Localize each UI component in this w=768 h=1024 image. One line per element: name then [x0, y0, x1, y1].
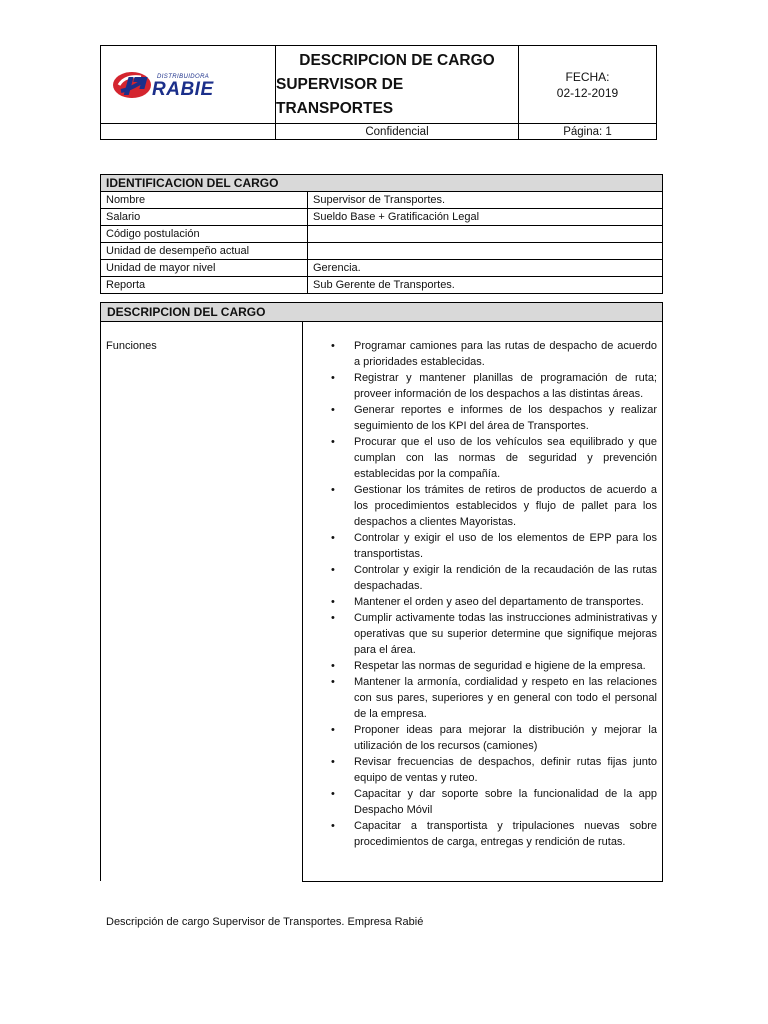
- date-label: FECHA:: [565, 69, 610, 84]
- function-text: Respetar las normas de seguridad e higiene de la empresa.: [354, 660, 646, 672]
- field-value: Sueldo Base + Gratificación Legal: [308, 209, 663, 226]
- function-text: Registrar y mantener planillas de programación de ruta; proveer información de los despachos a las distintas áreas.: [354, 372, 657, 400]
- list-item: [327, 594, 657, 610]
- list-item: [327, 722, 657, 754]
- header-table: [100, 45, 657, 140]
- bullet-icon: •: [331, 436, 335, 448]
- identification-heading: IDENTIFICACION DEL CARGO: [101, 175, 663, 192]
- list-item: [327, 530, 657, 562]
- description-section: [100, 302, 663, 882]
- list-item: [327, 818, 657, 850]
- page-footer: Descripción de cargo Supervisor de Transportes. Empresa Rabié: [106, 916, 424, 928]
- bullet-icon: •: [331, 756, 335, 768]
- field-value: Sub Gerente de Transportes.: [308, 277, 663, 294]
- field-key: Nombre: [101, 192, 308, 209]
- field-value: [308, 243, 663, 260]
- bullet-icon: •: [331, 532, 335, 544]
- bullet-icon: •: [331, 820, 335, 832]
- page-number: Página: 1: [563, 125, 612, 138]
- logo-subtitle: DISTRIBUIDORA: [157, 74, 210, 80]
- list-item: [327, 674, 657, 722]
- function-text: Proponer ideas para mejorar la distribución y mejorar la utilización de los recursos (camiones): [354, 724, 657, 752]
- bullet-icon: •: [331, 484, 335, 496]
- bullet-icon: •: [331, 612, 335, 624]
- title-line-1: DESCRIPCION DE CARGO: [299, 51, 495, 69]
- table-row: [101, 277, 663, 294]
- table-row: [101, 192, 663, 209]
- list-item: [327, 370, 657, 402]
- document-title: [276, 46, 519, 124]
- date-cell: [519, 46, 656, 124]
- list-item: [327, 610, 657, 658]
- field-key: Código postulación: [101, 226, 308, 243]
- table-row: [101, 260, 663, 277]
- function-text: Mantener el orden y aseo del departamento de transportes.: [354, 596, 644, 608]
- function-text: Controlar y exigir el uso de los elementos de EPP para los transportistas.: [354, 532, 657, 560]
- function-text: Capacitar y dar soporte sobre la funcionalidad de la app Despacho Móvil: [354, 788, 657, 816]
- date-value: 02-12-2019: [556, 85, 619, 100]
- function-text: Revisar frecuencias de despachos, definir rutas fijas junto equipo de ventas y ruteo.: [354, 756, 657, 784]
- list-item: [327, 562, 657, 594]
- bullet-icon: •: [331, 372, 335, 384]
- table-row: [101, 209, 663, 226]
- list-item: [327, 482, 657, 530]
- function-text: Capacitar a transportista y tripulaciones nuevas sobre procedimientos de carga, entregas y rendición de rutas.: [354, 820, 657, 848]
- function-text: Gestionar los trámites de retiros de productos de acuerdo a los procedimientos establecidos y flujo de pallet para los despachos a clientes Mayoristas.: [354, 484, 657, 528]
- field-key: Reporta: [101, 277, 308, 294]
- divider: [100, 322, 101, 881]
- logo-name: RABIE: [152, 79, 214, 100]
- function-text: Cumplir activamente todas las instrucciones administrativas y operativas que su superior determine que signifique mejoras para el área.: [354, 612, 657, 656]
- field-value: [308, 226, 663, 243]
- function-text: Procurar que el uso de los vehículos sea equilibrado y que cumplan con las normas de seguridad y prevención establecidas por la compañía.: [354, 436, 657, 480]
- list-item: [327, 786, 657, 818]
- bullet-icon: •: [331, 724, 335, 736]
- title-line-2: SUPERVISOR DE TRANSPORTES: [276, 75, 404, 117]
- function-text: Programar camiones para las rutas de despacho de acuerdo a prioridades establecidas.: [354, 340, 657, 368]
- table-row: [101, 243, 663, 260]
- list-item: [327, 402, 657, 434]
- list-item: [327, 338, 657, 370]
- list-item: [327, 754, 657, 786]
- bullet-icon: •: [331, 676, 335, 688]
- function-text: Mantener la armonía, cordialidad y respeto en las relaciones con sus pares, superiores y en general con todo el personal de la empresa.: [354, 676, 657, 720]
- field-value: Gerencia.: [308, 260, 663, 277]
- bullet-icon: •: [331, 404, 335, 416]
- functions-list: [327, 338, 657, 850]
- field-key: Unidad de desempeño actual: [101, 243, 308, 260]
- bullet-icon: •: [331, 788, 335, 800]
- bullet-icon: •: [331, 340, 335, 352]
- identification-table: [100, 174, 663, 294]
- bullet-icon: •: [331, 564, 335, 576]
- list-item: [327, 434, 657, 482]
- functions-label: Funciones: [106, 340, 157, 352]
- function-text: Generar reportes e informes de los despachos y realizar seguimiento de los KPI del área de Transportes.: [354, 404, 657, 432]
- bullet-icon: •: [331, 596, 335, 608]
- function-text: Controlar y exigir la rendición de la recaudación de las rutas despachadas.: [354, 564, 657, 592]
- logo-cell: [101, 46, 276, 124]
- table-row: [101, 226, 663, 243]
- description-heading: DESCRIPCION DEL CARGO: [100, 302, 663, 322]
- confidential-label: Confidencial: [276, 124, 519, 139]
- field-key: Unidad de mayor nivel: [101, 260, 308, 277]
- field-key: Salario: [101, 209, 308, 226]
- empty-cell: [101, 124, 276, 139]
- list-item: [327, 658, 657, 674]
- bullet-icon: •: [331, 660, 335, 672]
- field-value: Supervisor de Transportes.: [308, 192, 663, 209]
